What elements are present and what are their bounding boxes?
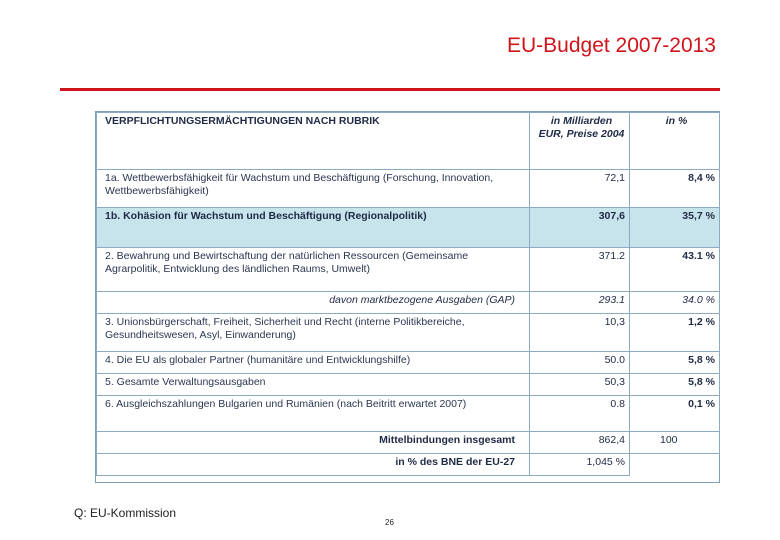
- row-percent: [630, 454, 720, 476]
- row-label: 6. Ausgleichszahlungen Bulgarien und Rumänien (nach Beitritt erwartet 2007): [97, 396, 530, 432]
- row-label: 4. Die EU als globaler Partner (humanitäre und Entwicklungshilfe): [97, 352, 530, 374]
- row-value: 50,3: [530, 374, 630, 396]
- row-label: 3. Unionsbürgerschaft, Freiheit, Sicherheit und Recht (interne Politikbereiche, Gesundheitswesen, Asyl, Einwanderung): [97, 314, 530, 352]
- row-percent: 0,1 %: [630, 396, 720, 432]
- row-value: 0.8: [530, 396, 630, 432]
- table-row: [97, 314, 720, 352]
- row-label: 2. Bewahrung und Bewirtschaftung der natürlichen Ressourcen (Gemeinsame Agrarpolitik, Entwicklung des ländlichen Raums, Umwelt): [97, 248, 530, 292]
- budget-table-frame: [95, 111, 720, 483]
- header-amount: in Milliarden EUR, Preise 2004: [530, 113, 630, 170]
- row-percent: 100: [630, 432, 720, 454]
- row-percent: 1,2 %: [630, 314, 720, 352]
- row-percent: 35,7 %: [630, 208, 720, 248]
- table-row: [97, 170, 720, 208]
- row-percent: 5,8 %: [630, 352, 720, 374]
- row-label: 1a. Wettbewerbsfähigkeit für Wachstum und Beschäftigung (Forschung, Innovation, Wettbewerbsfähigkeit): [97, 170, 530, 208]
- page-title: EU-Budget 2007-2013: [507, 34, 716, 57]
- row-value: 307,6: [530, 208, 630, 248]
- row-label: 5. Gesamte Verwaltungsausgaben: [97, 374, 530, 396]
- header-percent: in %: [630, 113, 720, 170]
- header-category: VERPFLICHTUNGSERMÄCHTIGUNGEN NACH RUBRIK: [97, 113, 530, 170]
- row-value: 1,045 %: [530, 454, 630, 476]
- row-value: 72,1: [530, 170, 630, 208]
- table-row: [97, 248, 720, 292]
- table-row-bne: [97, 454, 720, 476]
- page-number: 26: [385, 518, 394, 527]
- source-note: Q: EU-Kommission: [74, 506, 177, 520]
- table-row-sub: [97, 292, 720, 314]
- table-row: [97, 374, 720, 396]
- row-percent: 43.1 %: [630, 248, 720, 292]
- table-row: [97, 352, 720, 374]
- row-value: 10,3: [530, 314, 630, 352]
- table-header-row: [97, 113, 720, 170]
- row-percent: 5,8 %: [630, 374, 720, 396]
- title-divider: [60, 88, 720, 91]
- row-label: in % des BNE der EU-27: [97, 454, 530, 476]
- row-value: 862,4: [530, 432, 630, 454]
- row-value: 50.0: [530, 352, 630, 374]
- table-row: [97, 396, 720, 432]
- row-label: 1b. Kohäsion für Wachstum und Beschäftigung (Regionalpolitik): [97, 208, 530, 248]
- table-row-total: [97, 432, 720, 454]
- row-percent: 34.0 %: [630, 292, 720, 314]
- row-percent: 8,4 %: [630, 170, 720, 208]
- budget-table: [96, 112, 720, 476]
- row-value: 293.1: [530, 292, 630, 314]
- row-value: 371.2: [530, 248, 630, 292]
- row-label: davon marktbezogene Ausgaben (GAP): [97, 292, 530, 314]
- row-label: Mittelbindungen insgesamt: [97, 432, 530, 454]
- table-row-highlight: [97, 208, 720, 248]
